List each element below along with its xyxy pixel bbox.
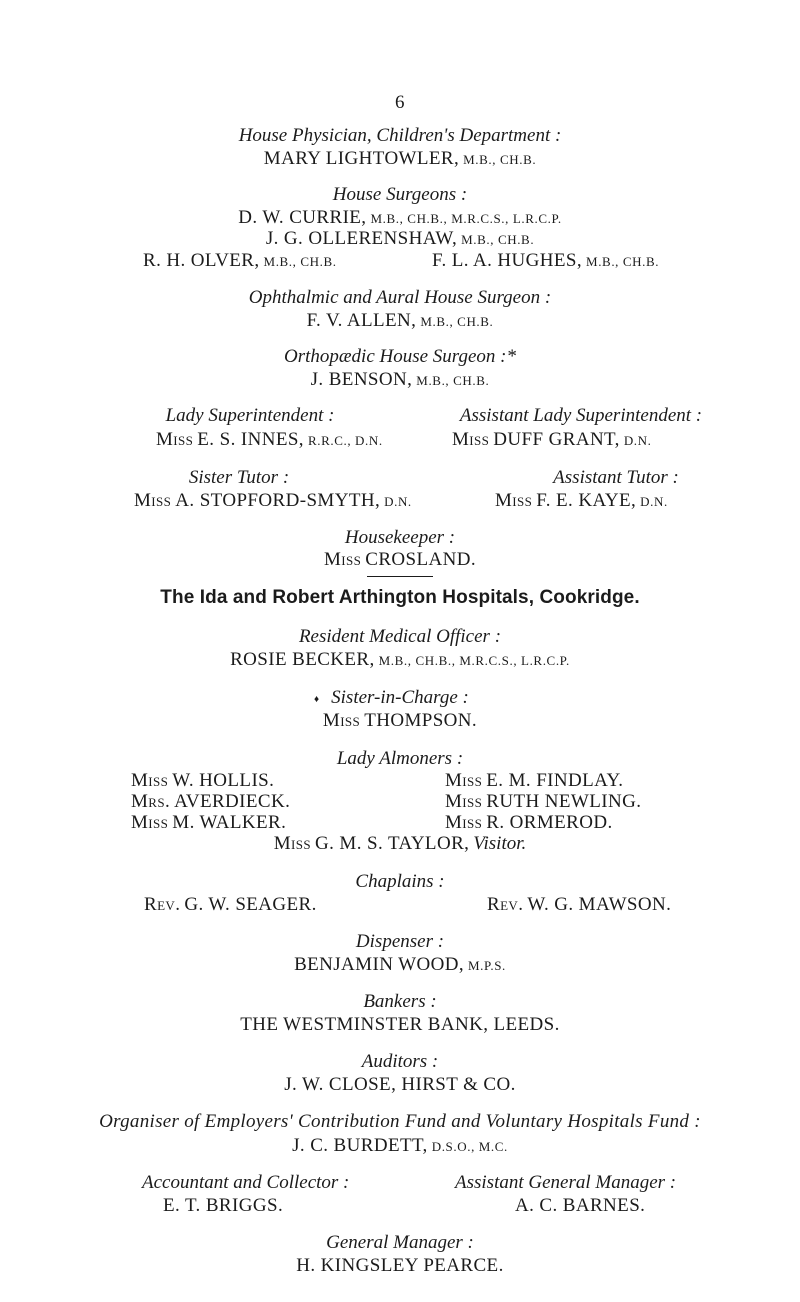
general-manager-title: General Manager :: [326, 1232, 474, 1253]
organiser-entry: [0, 1136, 800, 1155]
lady-superintendent-quals: R.R.C., D.N.: [307, 433, 383, 448]
accountant-title: Accountant and Collector :: [142, 1172, 350, 1193]
sister-in-charge-title: Sister-in-Charge :: [331, 687, 469, 708]
name-prefix: Rev.: [487, 894, 524, 915]
name-prefix: Miss: [445, 791, 483, 812]
almoner-name: W. HOLLIS.: [172, 770, 275, 791]
house-surgeon-name: J. G. OLLERENSHAW,: [265, 228, 458, 249]
lady-superintendent-name: E. S. INNES,: [197, 429, 304, 450]
bankers-title: Bankers :: [363, 991, 437, 1012]
almoner-entry: [131, 792, 290, 811]
almoner-entry: [131, 813, 286, 832]
dispenser-title: Dispenser :: [355, 931, 445, 952]
sister-tutor-quals: D.N.: [384, 494, 412, 509]
house-surgeon-entry: [143, 251, 337, 270]
assistant-lady-superintendent-name: DUFF GRANT,: [493, 429, 620, 450]
section-divider: [367, 576, 433, 577]
house-physician-quals: M.B., CH.B.: [463, 152, 537, 167]
auditors-title: Auditors :: [361, 1051, 439, 1072]
chaplain-name: G. W. SEAGER.: [184, 894, 317, 915]
almoner-entry: [445, 771, 623, 790]
resident-medical-officer-entry: [0, 650, 800, 669]
auditors-name: J. W. CLOSE, HIRST & CO.: [284, 1074, 516, 1095]
almoner-name: RUTH NEWLING.: [486, 791, 642, 812]
sister-in-charge-name: THOMPSON.: [364, 710, 478, 731]
orthopaedic-quals: M.B., CH.B.: [416, 373, 490, 388]
name-prefix: Miss: [452, 429, 490, 450]
name-prefix: Miss: [134, 490, 172, 511]
sister-tutor-entry: [134, 491, 412, 510]
house-physician-name: MARY LIGHTOWLER,: [263, 148, 460, 169]
assistant-general-manager-title: Assistant General Manager :: [455, 1172, 677, 1193]
house-surgeon-name: D. W. CURRIE,: [238, 207, 367, 228]
page-number: 6: [395, 92, 405, 113]
name-prefix: Rev.: [144, 894, 181, 915]
house-surgeon-quals: M.B., CH.B.: [586, 254, 660, 269]
almoner-visitor-role: Visitor.: [473, 833, 527, 854]
resident-medical-officer-name: ROSIE BECKER,: [230, 649, 375, 670]
chaplain-entry: [487, 895, 671, 914]
ophthalmic-entry: [0, 311, 800, 330]
name-prefix: Miss: [273, 833, 312, 854]
sister-tutor-title: Sister Tutor :: [188, 467, 290, 488]
almoner-entry: [445, 792, 641, 811]
name-prefix: Mrs.: [131, 791, 171, 812]
almoner-name: R. ORMEROD.: [486, 812, 613, 833]
chaplain-name: W. G. MAWSON.: [527, 894, 672, 915]
dispenser-entry: [0, 955, 800, 974]
general-manager-name: H. KINGSLEY PEARCE.: [296, 1255, 504, 1276]
name-prefix: Miss: [322, 710, 361, 731]
ophthalmic-name: F. V. ALLEN,: [306, 310, 417, 331]
name-prefix: Miss: [131, 770, 169, 791]
resident-medical-officer-quals: M.B., CH.B., M.R.C.S., L.R.C.P.: [378, 653, 570, 668]
assistant-lady-superintendent-entry: [452, 430, 652, 449]
almoner-entry: [445, 813, 613, 832]
almoner-visitor-name: G. M. S. TAYLOR,: [315, 833, 470, 854]
ink-mark: ♦: [314, 694, 320, 705]
house-surgeon-name: F. L. A. HUGHES,: [432, 250, 583, 271]
accountant-name: E. T. BRIGGS.: [163, 1195, 284, 1216]
house-surgeon-entry: [432, 251, 659, 270]
sister-in-charge-entry: [0, 711, 800, 730]
almoner-name: E. M. FINDLAY.: [486, 770, 624, 791]
almoner-entry: [131, 771, 274, 790]
sister-tutor-name: A. STOPFORD-SMYTH,: [175, 490, 381, 511]
assistant-tutor-entry: [495, 491, 668, 510]
house-surgeon-entry: [0, 208, 800, 227]
house-surgeon-name: R. H. OLVER,: [143, 250, 260, 271]
chaplains-title: Chaplains :: [355, 871, 445, 892]
assistant-general-manager-name: A. C. BARNES.: [515, 1195, 646, 1216]
name-prefix: Miss: [323, 549, 362, 570]
name-prefix: Miss: [131, 812, 169, 833]
assistant-tutor-title: Assistant Tutor :: [553, 467, 679, 488]
lady-superintendent-title: Lady Superintendent :: [165, 405, 335, 426]
house-surgeon-quals: M.B., CH.B.: [461, 232, 535, 247]
housekeeper-entry: [0, 550, 800, 569]
house-surgeon-quals: M.B., CH.B.: [263, 254, 337, 269]
resident-medical-officer-title: Resident Medical Officer :: [298, 626, 502, 647]
chaplain-entry: [144, 895, 317, 914]
name-prefix: Miss: [445, 812, 483, 833]
name-prefix: Miss: [495, 490, 533, 511]
organiser-name: J. C. BURDETT,: [292, 1135, 428, 1156]
dispenser-name: BENJAMIN WOOD,: [294, 954, 464, 975]
assistant-lady-superintendent-quals: D.N.: [623, 433, 652, 448]
almoner-name: AVERDIECK.: [174, 791, 291, 812]
lady-superintendent-entry: [156, 430, 383, 449]
house-physician-title: House Physician, Children's Department :: [238, 125, 562, 146]
assistant-tutor-name: F. E. KAYE,: [536, 490, 637, 511]
ophthalmic-title: Ophthalmic and Aural House Surgeon :: [248, 287, 552, 308]
assistant-lady-superintendent-title: Assistant Lady Superintendent :: [459, 405, 703, 426]
almoner-name: M. WALKER.: [172, 812, 287, 833]
house-physician-entry: [0, 149, 800, 168]
housekeeper-title: Housekeeper :: [344, 527, 456, 548]
ophthalmic-quals: M.B., CH.B.: [420, 314, 494, 329]
name-prefix: Miss: [156, 429, 194, 450]
bankers-name: THE WESTMINSTER BANK, LEEDS.: [240, 1014, 560, 1035]
name-prefix: Miss: [445, 770, 483, 791]
dispenser-quals: M.P.S.: [467, 958, 506, 973]
organiser-title: Organiser of Employers' Contribution Fund and Voluntary Hospitals Fund :: [99, 1111, 701, 1132]
housekeeper-name: CROSLAND.: [365, 549, 477, 570]
section-heading: The Ida and Robert Arthington Hospitals, Cookridge.: [160, 587, 640, 608]
orthopaedic-title: Orthopædic House Surgeon :*: [283, 346, 517, 367]
assistant-tutor-quals: D.N.: [640, 494, 668, 509]
house-surgeon-entry: [0, 229, 800, 248]
almoner-visitor-entry: [0, 834, 800, 853]
house-surgeons-title: House Surgeons :: [332, 184, 468, 205]
lady-almoners-title: Lady Almoners :: [336, 748, 464, 769]
orthopaedic-name: J. BENSON,: [310, 369, 413, 390]
organiser-quals: D.S.O., M.C.: [431, 1139, 508, 1154]
orthopaedic-entry: [0, 370, 800, 389]
house-surgeon-quals: M.B., CH.B., M.R.C.S., L.R.C.P.: [370, 211, 562, 226]
